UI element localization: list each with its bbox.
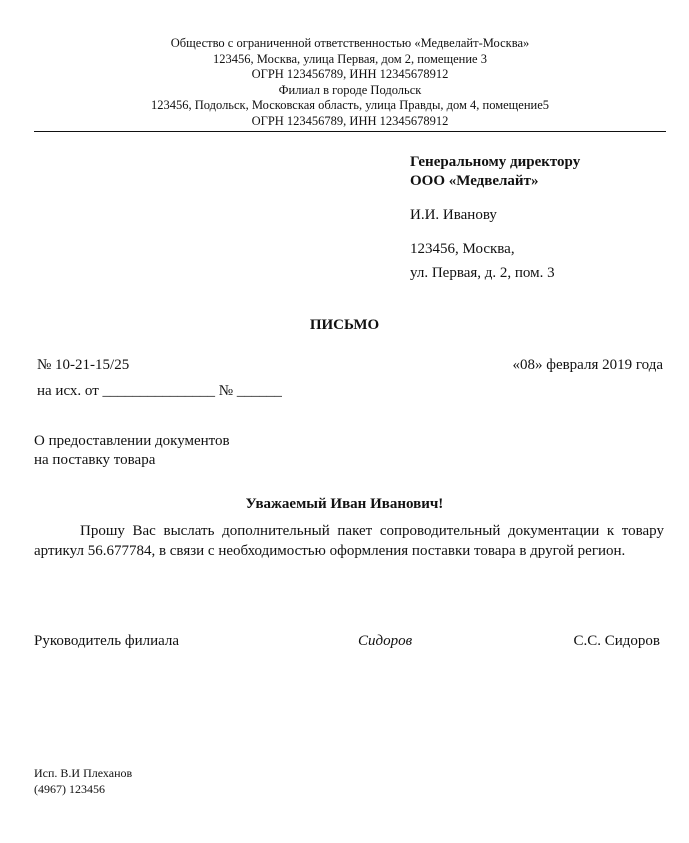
letterhead-registration: ОГРН 123456789, ИНН 12345678912: [251, 67, 449, 82]
letter-subject: [34, 432, 230, 470]
letterhead-divider: [34, 131, 666, 132]
recipient-name: И.И. Иванову: [410, 207, 497, 223]
letterhead-branch: Филиал в городе Подольск: [278, 82, 422, 97]
recipient-address-line2: ул. Первая, д. 2, пом. 3: [410, 265, 555, 281]
letter-subject-line2: на поставку товара: [34, 452, 156, 468]
letter-subject-line1: О предоставлении документов: [34, 433, 230, 449]
letterhead-address: 123456, Москва, улица Первая, дом 2, помещение 3: [213, 51, 487, 66]
signature-role: Руководитель филиала: [34, 633, 180, 649]
recipient-position: Генеральному директору: [410, 154, 581, 170]
letterhead-branch-address: 123456, Подольск, Московская область, улица Правды, дом 4, помещение5: [150, 98, 550, 113]
letter-reference: на исх. от _______________ № ______: [37, 383, 282, 399]
recipient-address-line1: 123456, Москва,: [410, 241, 515, 257]
recipient-company: ООО «Медвелайт»: [410, 173, 539, 189]
signature-handwritten: Сидоров: [358, 633, 413, 649]
executor-phone: (4967) 123456: [34, 782, 105, 796]
letter-greeting: Уважаемый Иван Иванович!: [245, 496, 444, 512]
letter-date: «08» февраля 2019 года: [512, 357, 663, 373]
letterhead-branch-registration: ОГРН 123456789, ИНН 12345678912: [251, 113, 449, 128]
letter-number: № 10-21-15/25: [37, 357, 130, 373]
letterhead: [34, 36, 666, 130]
letterhead-company: Общество с ограниченной ответственностью «Медвелайт-Москва»: [170, 36, 530, 50]
executor-name: Исп. В.И Плеханов: [34, 766, 133, 780]
recipient-block: [410, 153, 580, 283]
signature-name: С.С. Сидоров: [573, 633, 660, 649]
executor-block: [34, 765, 132, 797]
letter-body: Прошу Вас выслать дополнительный пакет сопроводительный документации к товару артикул 56.677784, в связи с необходимостью оформления поставки товара в другой регион.: [34, 523, 664, 559]
letter-title: ПИСЬМО: [309, 317, 380, 333]
